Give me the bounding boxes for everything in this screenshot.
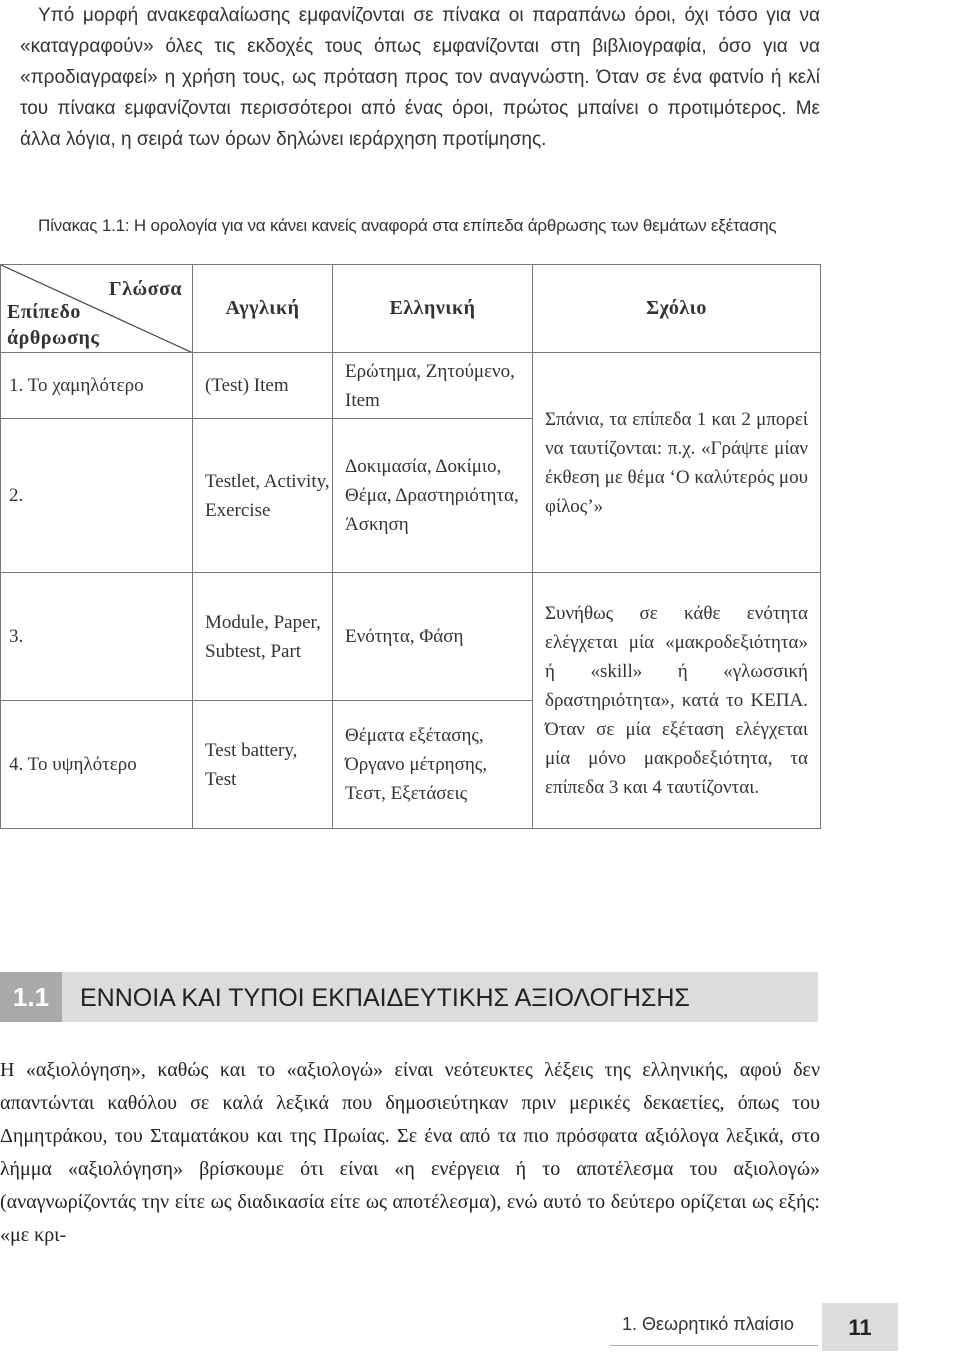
english-cell: Test battery, Test xyxy=(193,701,333,829)
header-greek: Ελληνική xyxy=(333,265,533,353)
footer-rule xyxy=(610,1345,818,1346)
body-paragraph: Η «αξιολόγηση», καθώς και το «αξιολογώ» είναι νεότευκτες λέξεις της ελληνικής, αφού δεν απαντώνται καθόλου σε καλά λεξικά που δημοσιεύτηκαν πριν μερικές δεκαετίες, όπως του Δημητράκου, του Σταματάκου και της Πρωίας. Σε ένα από τα πιο πρόσφατα αξιόλογα λεξικά, στο λήμμα «αξιολόγηση» βρίσκουμε ότι είναι «η ενέργεια ή το αποτέλεσμα του αξιολογώ» (αναγνωρίζοντάς την είτε ως διαδικασία είτε ως αποτέλεσμα), ενώ αυτό το δεύτερο ορίζεται ως εξής: «με κρι- xyxy=(0,1059,820,1246)
english-cell: Module, Paper, Subtest, Part xyxy=(193,573,333,701)
section-title: ΕΝΝΟΙΑ ΚΑΙ ΤΥΠΟΙ ΕΚΠΑΙΔΕΥΤΙΚΗΣ ΑΞΙΟΛΟΓΗΣΗΣ xyxy=(80,984,690,1012)
corner-level-label: Επίπεδο άρθρωσης xyxy=(7,301,100,349)
table-row xyxy=(1,353,821,419)
greek-cell: Δοκιμασία, Δοκίμιο, Θέμα, Δραστηριότητα, Άσκηση xyxy=(333,419,533,573)
english-cell: (Test) Item xyxy=(193,353,333,419)
greek-cell: Ερώτημα, Ζητούμενο, Item xyxy=(333,353,533,419)
level-cell: 1. Το χαμηλότερο xyxy=(1,353,193,419)
header-english: Αγγλική xyxy=(193,265,333,353)
level-cell: 4. Το υψηλότερο xyxy=(1,701,193,829)
page-number: 11 xyxy=(822,1303,898,1351)
section-number: 1.1 xyxy=(0,972,62,1022)
greek-cell: Ενότητα, Φάση xyxy=(333,573,533,701)
note-cell: Σπάνια, τα επίπεδα 1 και 2 μπορεί να ταυτίζονται: π.χ. «Γράψτε μίαν έκθεση με θέμα ‘Ο καλύτερός μου φίλος’» xyxy=(533,353,821,573)
corner-header-cell xyxy=(1,265,193,353)
intro-paragraph: Υπό μορφή ανακεφαλαίωσης εμφανίζονται σε πίνακα οι παραπάνω όροι, όχι τόσο για να «καταγραφούν» όλες τις εκδοχές τους όπως εμφανίζονται στη βιβλιογραφία, όσο για να «προδιαγραφεί» η χρήση τους, ως πρόταση προς τον αναγνώστη. Όταν σε ένα φατνίο ή κελί του πίνακα εμφανίζονται περισσότεροι από ένας όροι, πρώτος μπαίνει ο προτιμότερος. Με άλλα λόγια, η σειρά των όρων δηλώνει ιεράρχηση προτίμησης. xyxy=(20,5,820,150)
section-heading-bar xyxy=(0,972,818,1022)
table-caption: Πίνακας 1.1: Η ορολογία για να κάνει κανείς αναφορά στα επίπεδα άρθρωσης των θεμάτων εξέτασης xyxy=(38,216,777,235)
table-header-row xyxy=(1,265,821,353)
table-row xyxy=(1,573,821,701)
greek-cell: Θέματα εξέτασης, Όργανο μέτρησης, Τεστ, Εξετάσεις xyxy=(333,701,533,829)
english-cell: Testlet, Activity, Exercise xyxy=(193,419,333,573)
terminology-table xyxy=(0,264,821,829)
level-cell: 2. xyxy=(1,419,193,573)
corner-language-label: Γλώσσα xyxy=(108,278,182,300)
terminology-table-wrapper xyxy=(0,264,821,829)
header-note: Σχόλιο xyxy=(533,265,821,353)
note-cell: Συνήθως σε κάθε ενότητα ελέγχεται μία «μακροδεξιότητα» ή «skill» ή «γλωσσική δραστηριότητα», κατά το ΚΕΠΑ. Όταν σε μία εξέταση ελέγχεται μία μόνο μακροδεξιότητα, τα επίπεδα 3 και 4 ταυτίζονται. xyxy=(533,573,821,829)
level-cell: 3. xyxy=(1,573,193,701)
footer-chapter-label: 1. Θεωρητικό πλαίσιο xyxy=(622,1314,794,1334)
